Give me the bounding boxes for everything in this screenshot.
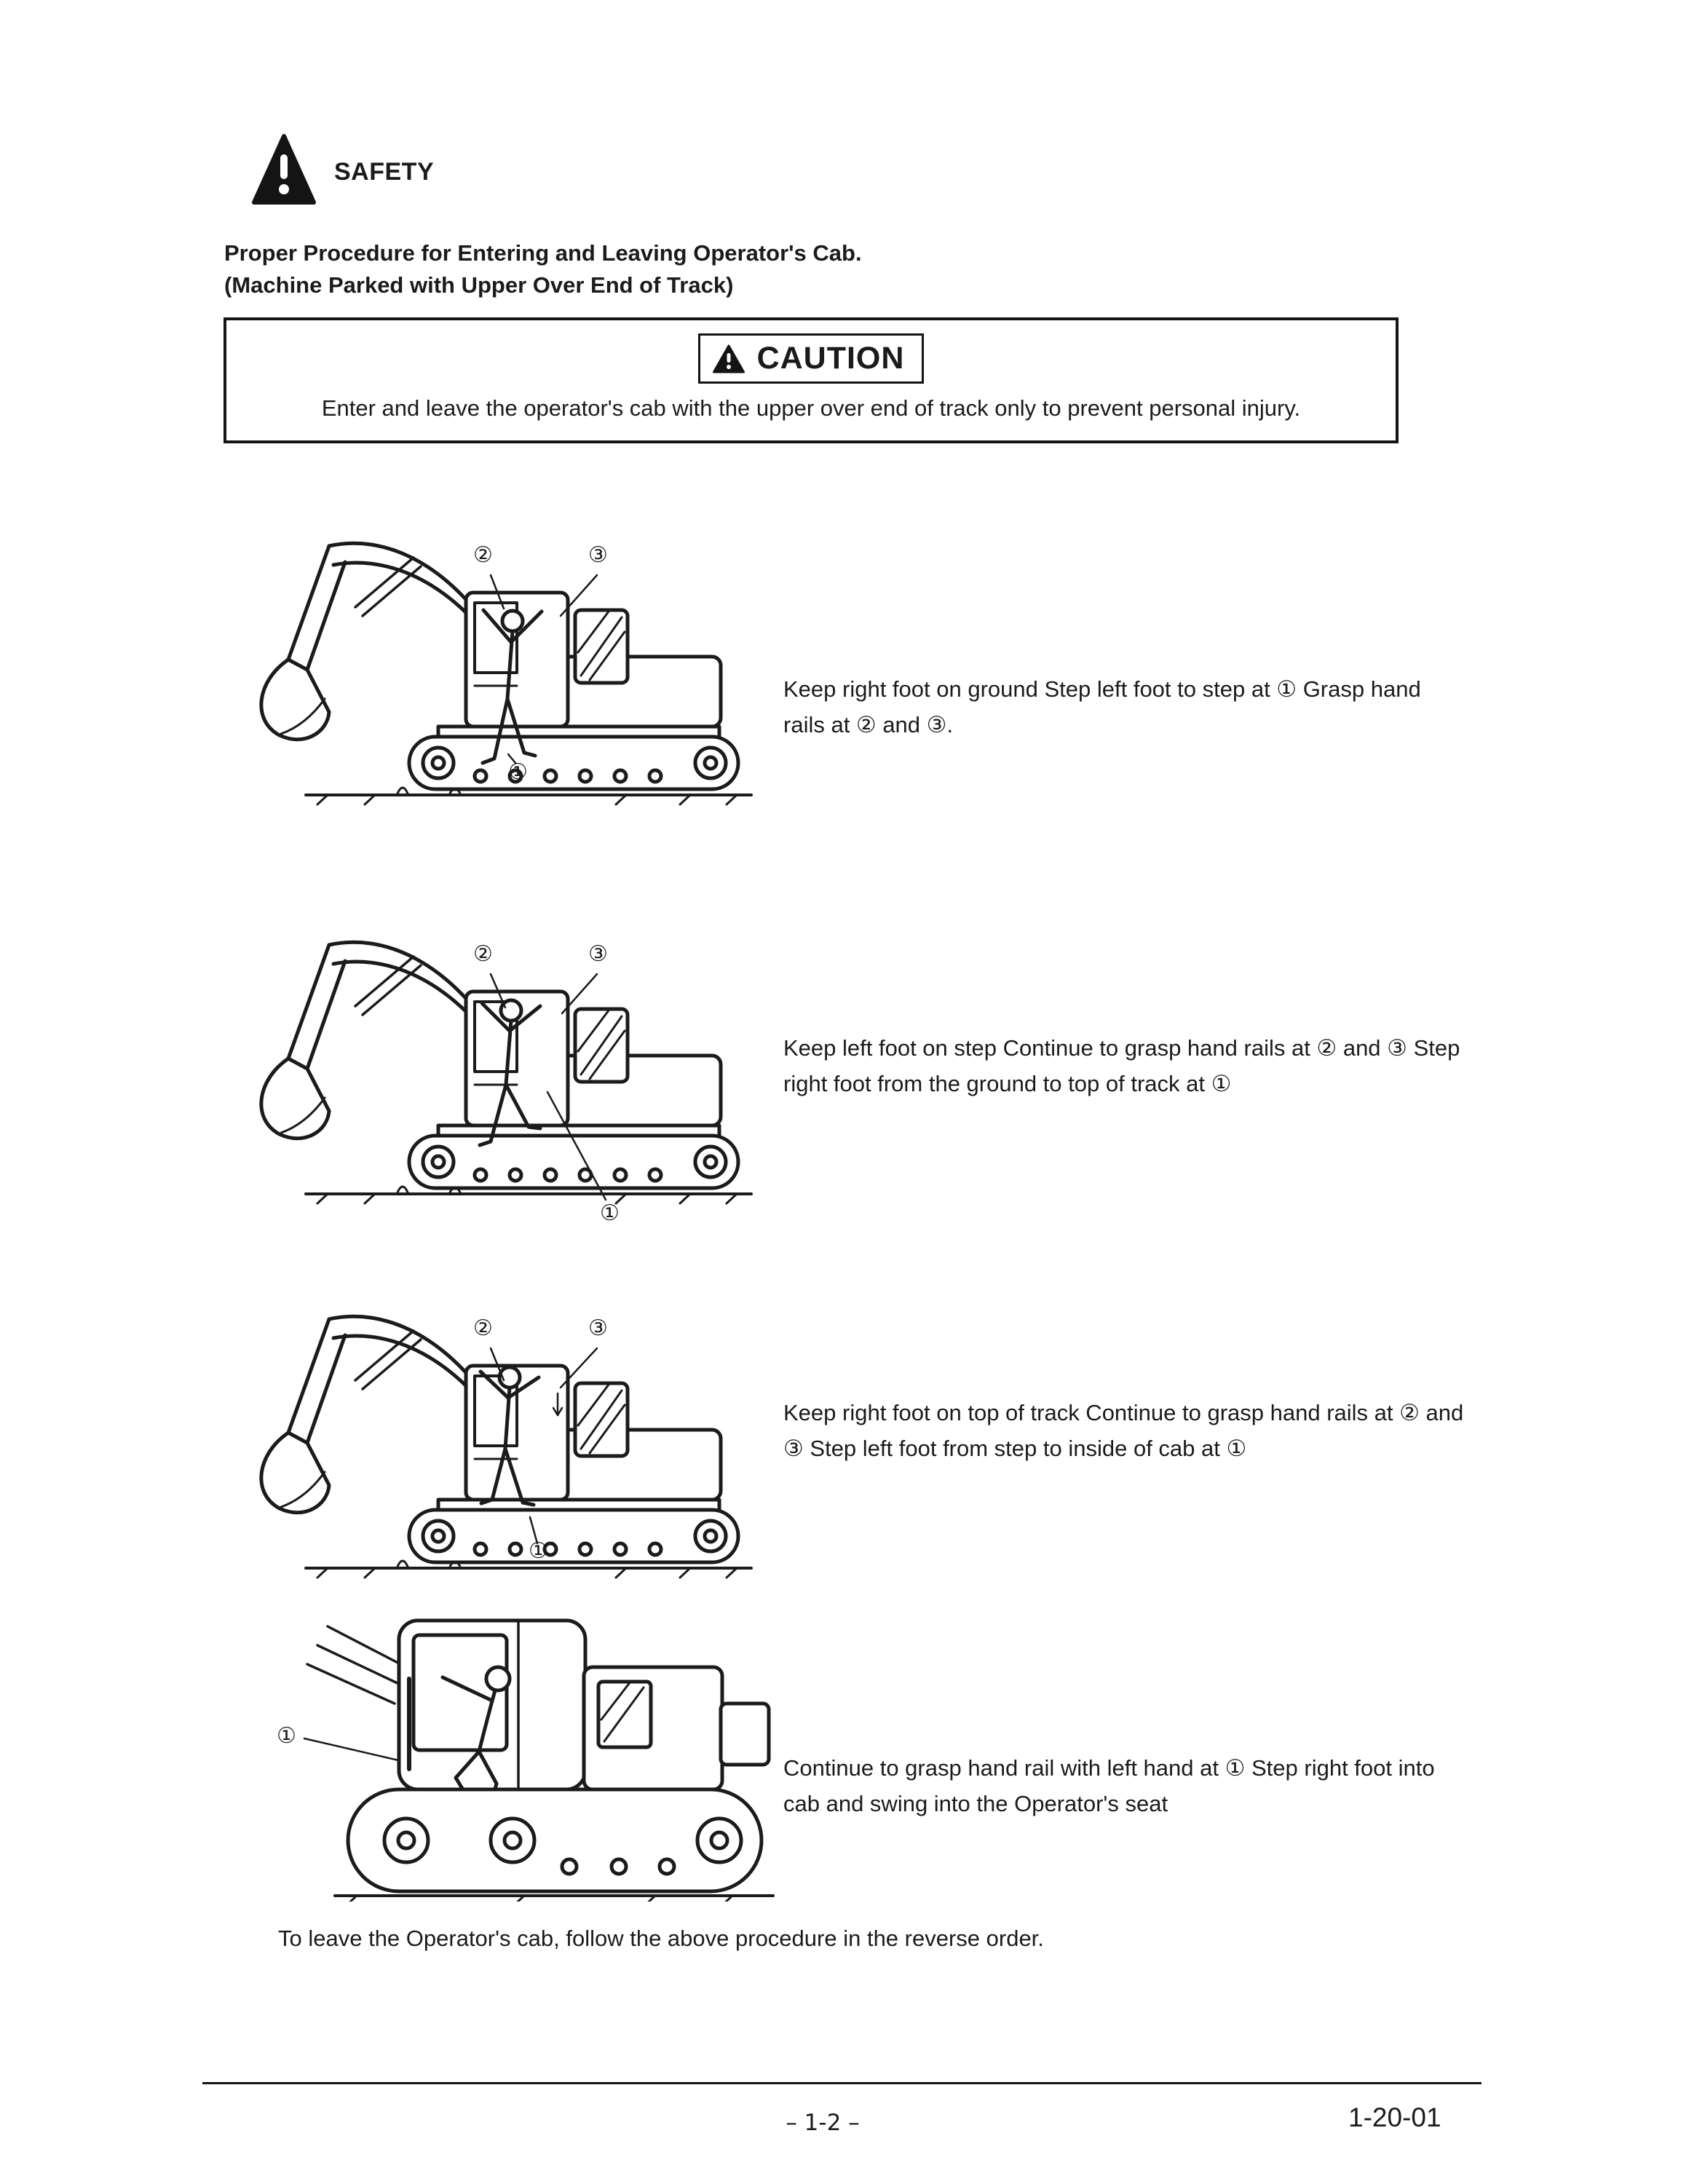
safety-header xyxy=(251,132,434,207)
step-text-3: Keep right foot on top of track Continue to grasp hand rails at ② and ③ Step left foot from step to inside of cab at ① xyxy=(783,1400,1464,1461)
step-text-4: Continue to grasp hand rail with left hand at ① Step right foot into cab and swing into the Operator's seat xyxy=(783,1755,1435,1816)
callout-3: ③ xyxy=(588,542,608,568)
callout-1: ① xyxy=(529,1538,548,1564)
caution-label: CAUTION xyxy=(756,341,905,376)
figure-step-1 xyxy=(218,502,757,815)
caution-triangle-icon xyxy=(712,344,745,373)
safety-triangle-icon xyxy=(251,132,317,207)
excavator-illustration-step-4 xyxy=(218,1610,786,1902)
callout-3: ③ xyxy=(588,941,608,967)
callout-2: ② xyxy=(473,941,493,967)
caution-box xyxy=(224,317,1399,443)
page-number: – 1-2 – xyxy=(786,2110,860,2136)
footer-rule xyxy=(202,2082,1482,2084)
caution-text: Enter and leave the operator's cab with the upper over end of track only to prevent personal injury. xyxy=(321,395,1301,421)
page-title-line1: Proper Procedure for Entering and Leaving Operator's Cab. xyxy=(224,240,862,266)
callout-3: ③ xyxy=(588,1315,608,1341)
closing-note: To leave the Operator's cab, follow the above procedure in the reverse order. xyxy=(278,1926,1044,1951)
callout-2: ② xyxy=(473,1315,493,1341)
figure-step-2 xyxy=(218,901,757,1243)
callout-1: ① xyxy=(277,1723,296,1749)
figure-step-4 xyxy=(218,1610,786,1902)
step-text-1: Keep right foot on ground Step left foot to step at ① Grasp hand rails at ② and ③. xyxy=(783,676,1421,737)
caution-badge xyxy=(698,333,925,384)
page-title-line2: (Machine Parked with Upper Over End of Track) xyxy=(224,272,734,298)
figure-step-3 xyxy=(218,1275,757,1596)
callout-1: ① xyxy=(600,1200,620,1226)
callout-2: ② xyxy=(473,542,493,568)
safety-label: SAFETY xyxy=(334,158,435,186)
step-text-2: Keep left foot on step Continue to grasp hand rails at ② and ③ Step right foot from the ground to top of track at ① xyxy=(783,1035,1460,1096)
page-title xyxy=(224,237,862,301)
doc-code: 1-20-01 xyxy=(1348,2102,1441,2132)
callout-1: ① xyxy=(508,759,528,785)
